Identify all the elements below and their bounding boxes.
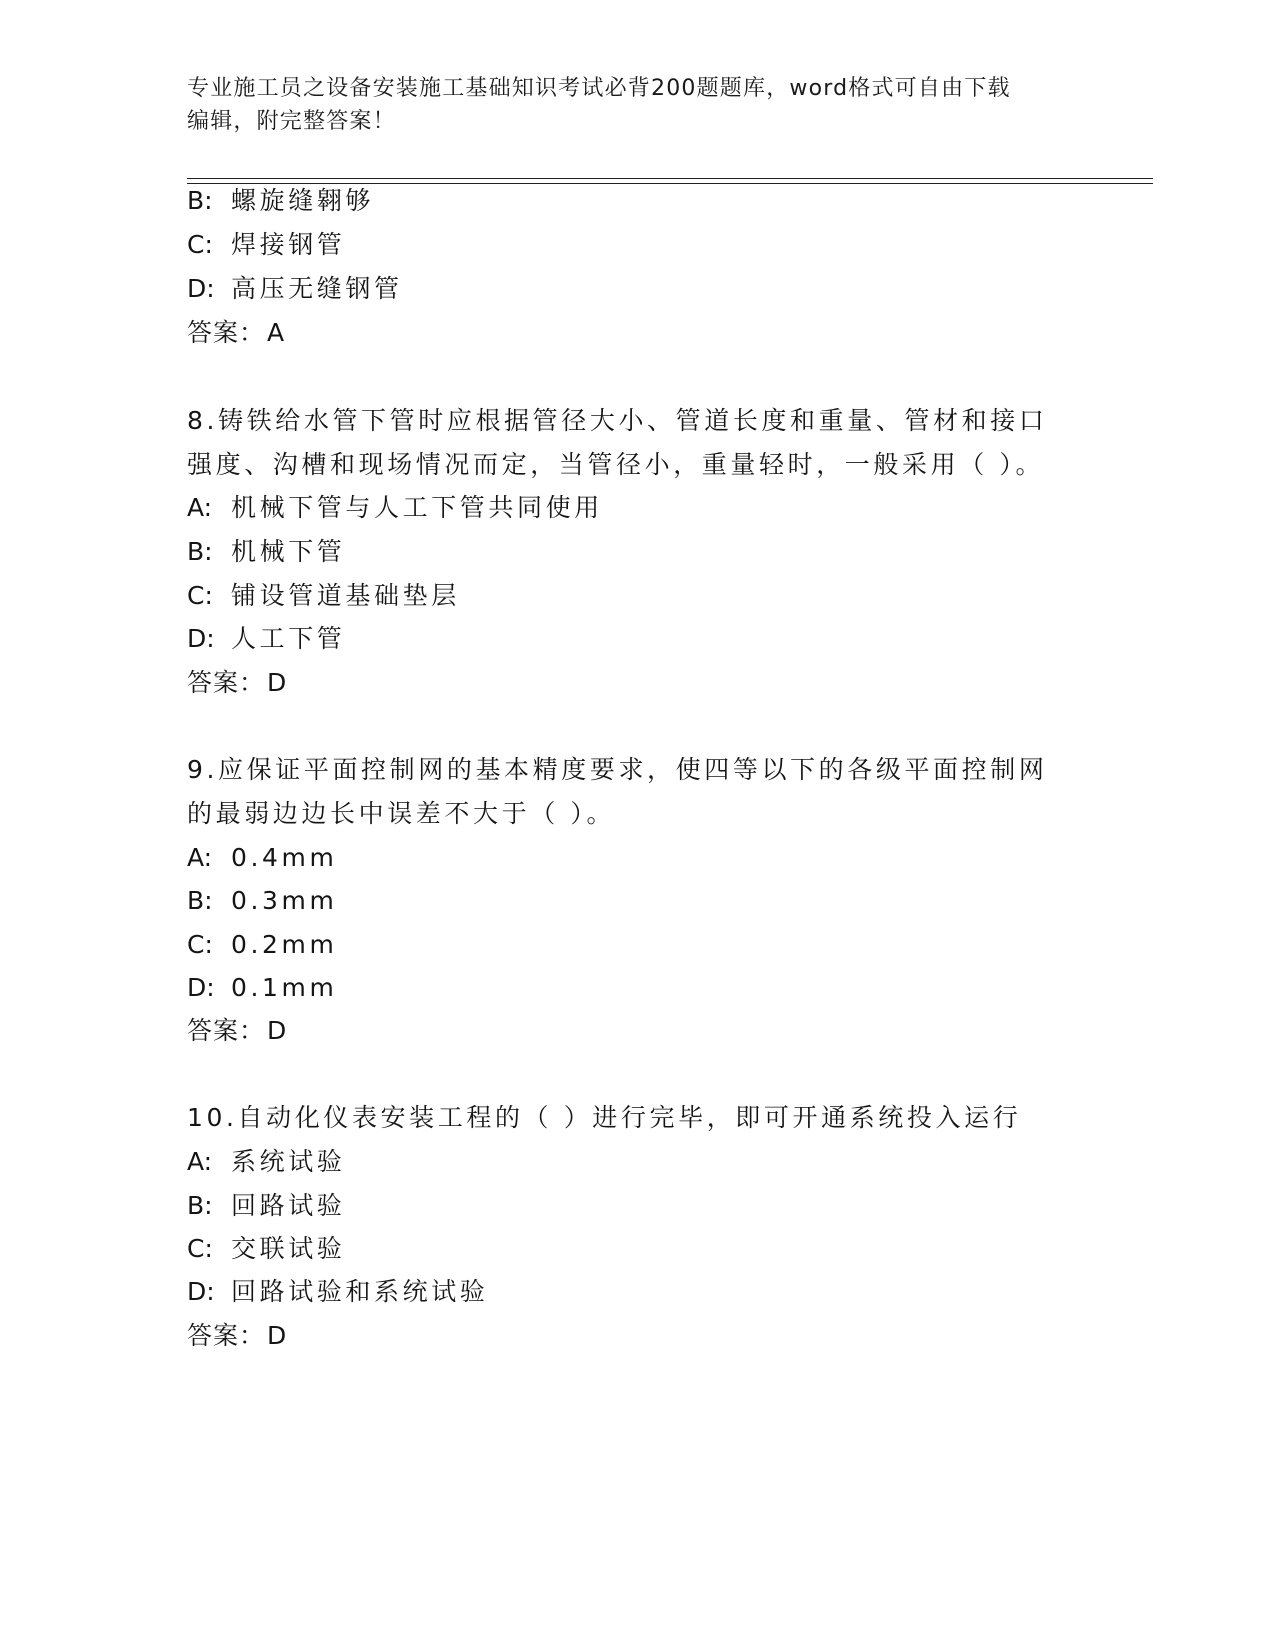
- option-text: 机械下管与人工下管共同使用: [231, 493, 603, 522]
- q10-option-d: [187, 1275, 488, 1309]
- q8-answer: [187, 666, 287, 700]
- option-label: D:: [187, 624, 215, 653]
- option-label: A:: [187, 1147, 213, 1176]
- header-title-line-2: 编辑，附完整答案！: [187, 109, 396, 134]
- document-header: [187, 72, 1067, 138]
- option-text: 0.4mm: [231, 843, 338, 872]
- q10-answer: [187, 1319, 287, 1353]
- answer-value: D: [267, 668, 288, 697]
- q8-option-a: [187, 491, 603, 525]
- q8-stem-line-2: 强度、沟槽和现场情况而定，当管径小，重量轻时，一般采用（ ）。: [187, 450, 1045, 479]
- option-text: 高压无缝钢管: [231, 274, 403, 303]
- answer-label: 答案：: [187, 1321, 266, 1350]
- option-label: B:: [187, 886, 213, 915]
- option-label: D:: [187, 274, 215, 303]
- q10-option-b: [187, 1189, 345, 1223]
- q9-stem-line-2: 的最弱边边长中误差不大于（ ）。: [187, 799, 616, 828]
- q9-option-c: [187, 928, 337, 962]
- q9-option-a: [187, 841, 337, 875]
- q10-stem-line-1: 10.自动化仪表安装工程的（ ）进行完毕，即可开通系统投入运行: [187, 1103, 1022, 1132]
- q7-option-b: [187, 184, 374, 218]
- q8-option-b: [187, 535, 345, 569]
- answer-label: 答案：: [187, 318, 266, 347]
- option-label: B:: [187, 537, 213, 566]
- option-label: A:: [187, 493, 213, 522]
- q8-option-d: [187, 622, 345, 656]
- answer-label: 答案：: [187, 1016, 266, 1045]
- q7-option-d: [187, 272, 403, 306]
- option-text: 螺旋缝翱够: [231, 186, 375, 215]
- option-label: C:: [187, 1234, 213, 1263]
- option-text: 铺设管道基础垫层: [231, 581, 460, 610]
- option-label: D:: [187, 973, 215, 1002]
- answer-label: 答案：: [187, 668, 266, 697]
- option-text: 0.3mm: [231, 886, 338, 915]
- option-label: B:: [187, 186, 213, 215]
- q7-answer: [187, 316, 285, 350]
- q10-option-a: [187, 1145, 345, 1179]
- q7-option-c: [187, 228, 345, 262]
- q9-stem-line-1: 9.应保证平面控制网的基本精度要求，使四等以下的各级平面控制网: [187, 755, 1048, 784]
- answer-value: D: [267, 1321, 288, 1350]
- option-text: 回路试验和系统试验: [231, 1277, 489, 1306]
- q9-answer: [187, 1014, 287, 1048]
- option-text: 回路试验: [231, 1191, 346, 1220]
- option-label: A:: [187, 843, 213, 872]
- option-text: 0.1mm: [231, 973, 338, 1002]
- option-label: C:: [187, 230, 213, 259]
- option-text: 系统试验: [231, 1147, 346, 1176]
- option-label: D:: [187, 1277, 215, 1306]
- option-label: B:: [187, 1191, 213, 1220]
- option-text: 人工下管: [231, 624, 346, 653]
- q9-option-d: [187, 971, 337, 1005]
- answer-value: D: [267, 1016, 288, 1045]
- option-text: 交联试验: [231, 1234, 346, 1263]
- q9-option-b: [187, 884, 337, 918]
- option-label: C:: [187, 930, 213, 959]
- option-text: 机械下管: [231, 537, 346, 566]
- answer-value: A: [267, 318, 286, 347]
- q10-option-c: [187, 1232, 345, 1266]
- q8-option-c: [187, 579, 460, 613]
- option-text: 焊接钢管: [231, 230, 346, 259]
- header-title-line-1: 专业施工员之设备安装施工基础知识考试必背200题题库，word格式可自由下载: [187, 76, 1011, 101]
- option-label: C:: [187, 581, 213, 610]
- q8-stem-line-1: 8.铸铁给水管下管时应根据管径大小、管道长度和重量、管材和接口: [187, 406, 1048, 435]
- header-divider-top: [187, 178, 1153, 179]
- option-text: 0.2mm: [231, 930, 338, 959]
